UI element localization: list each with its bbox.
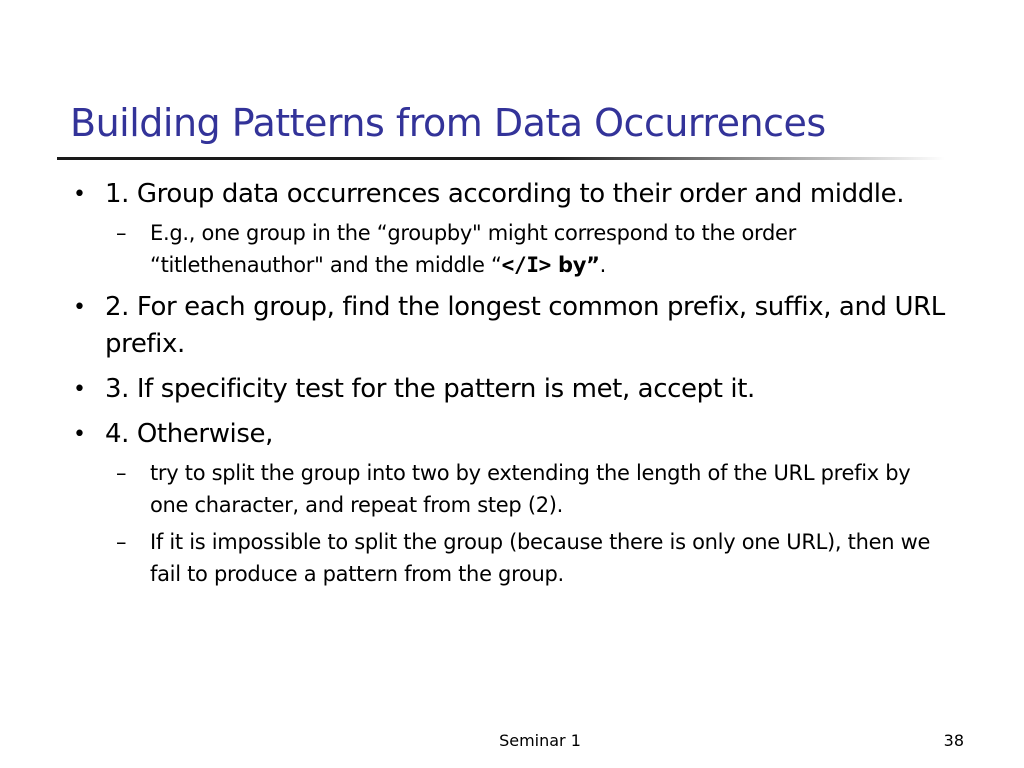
bullet-glyph: • bbox=[73, 422, 86, 447]
bullet-text: 4. Otherwise, bbox=[105, 419, 273, 449]
sub-bullet-list bbox=[105, 457, 950, 590]
html-tag-code: </I> bbox=[501, 253, 552, 277]
title-underline bbox=[57, 157, 945, 160]
bullet-text: 2. For each group, find the longest common prefix, suffix, and URL prefix. bbox=[105, 292, 945, 359]
sub-bullet-item bbox=[105, 457, 950, 521]
bullet-glyph: • bbox=[73, 377, 86, 402]
dash-glyph: – bbox=[116, 221, 127, 245]
bullet-item-4 bbox=[70, 416, 950, 590]
dash-glyph: – bbox=[116, 530, 127, 554]
bullet-glyph: • bbox=[73, 295, 86, 320]
bullet-list bbox=[70, 176, 950, 598]
sub-bullet-bold-text: by” bbox=[551, 253, 600, 277]
sub-bullet-text: If it is impossible to split the group (because there is only one URL), then we fail to produce a pattern from the group. bbox=[150, 530, 931, 586]
sub-bullet-text-post: . bbox=[599, 253, 607, 277]
bullet-item-1 bbox=[70, 176, 950, 281]
sub-bullet-item bbox=[105, 526, 950, 590]
bullet-item-2 bbox=[70, 289, 950, 363]
bullet-text: 3. If specificity test for the pattern is met, accept it. bbox=[105, 374, 755, 404]
slide-title: Building Patterns from Data Occurrences bbox=[70, 101, 826, 145]
bullet-text: 1. Group data occurrences according to their order and middle. bbox=[105, 179, 905, 209]
footer-seminar-label: Seminar 1 bbox=[499, 731, 581, 750]
slide-number: 38 bbox=[943, 731, 964, 750]
sub-bullet-text: try to split the group into two by extending the length of the URL prefix by one character, and repeat from step (2). bbox=[150, 461, 911, 517]
bullet-glyph: • bbox=[73, 182, 86, 207]
sub-bullet-text-pre: E.g., one group in the “groupby" might correspond to the order “titlethenauthor" and the middle “ bbox=[150, 221, 796, 277]
bullet-item-3 bbox=[70, 371, 950, 408]
sub-bullet-item bbox=[105, 217, 950, 281]
sub-bullet-list bbox=[105, 217, 950, 281]
dash-glyph: – bbox=[116, 461, 127, 485]
